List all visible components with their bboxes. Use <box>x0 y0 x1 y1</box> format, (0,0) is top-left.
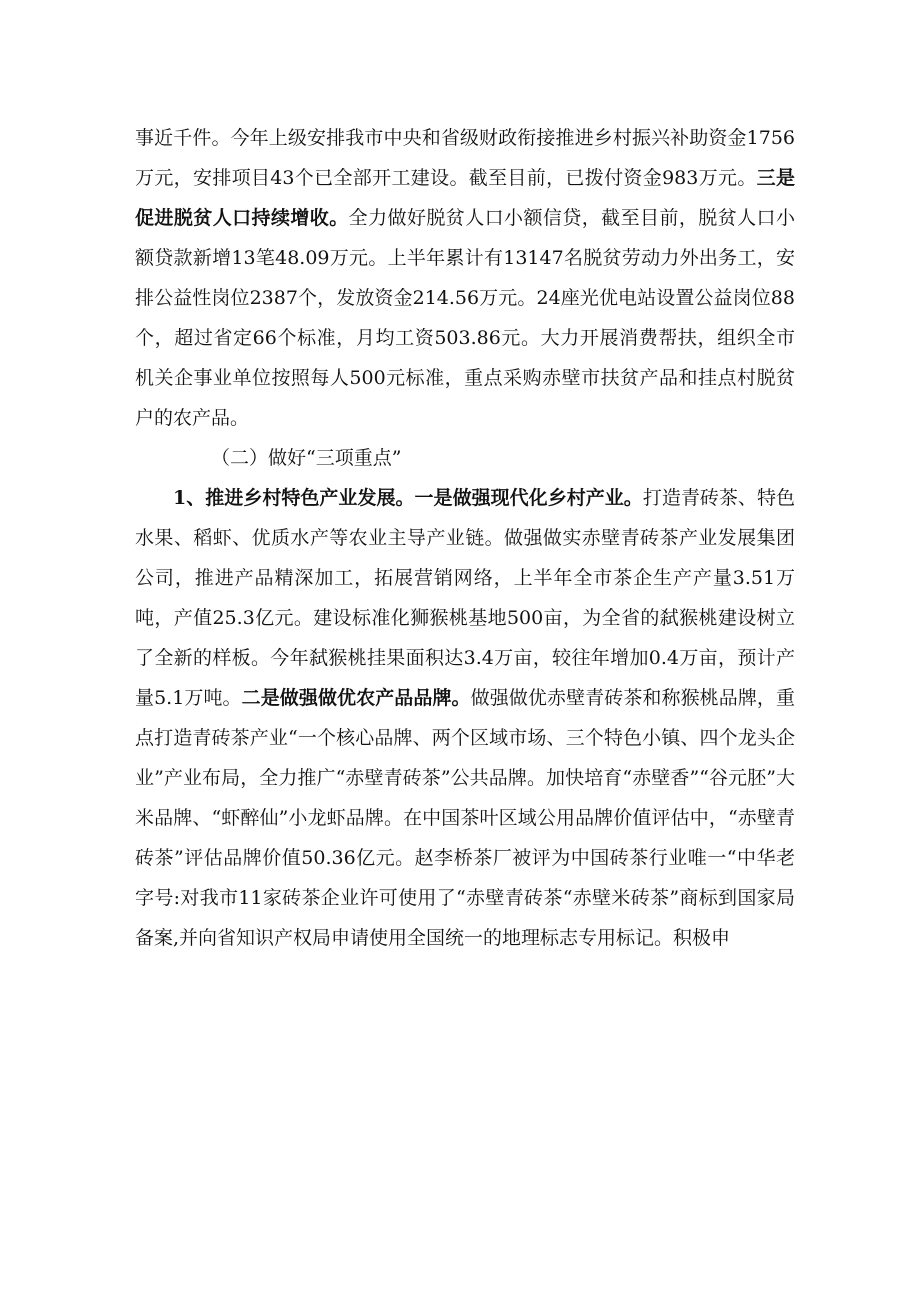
paragraph-text: 事近千件。今年上级安排我市中央和省级财政衔接推进乡村振兴补助资金1756万元，安排项目43个已全部开工建设。截至目前，已拨付资金983万元。 <box>135 127 795 189</box>
document-body <box>135 118 795 958</box>
section-heading: （二）做好“三项重点” <box>211 447 402 469</box>
paragraph-poverty-income <box>135 118 795 438</box>
bold-subheading: 二是做强做优农产品品牌。 <box>241 687 471 709</box>
paragraph-text: 做强做优赤壁青砖茶和称猴桃品牌，重点打造青砖茶产业“一个核心品牌、两个区域市场、三个特色小镇、四个龙头企业”产业布局，全力推广“赤壁青砖茶”公共品牌。加快培育“赤壁香”“谷元胚”大米品牌、“虾醉仙”小龙虾品牌。在中国茶叶区域公用品牌价值评估中，“赤壁青砖茶”评估品牌价值50.36亿元。赵李桥茶厂被评为中国砖茶行业唯一“中华老字号:对我市11家砖茶企业许可使用了“赤壁青砖茶“赤壁米砖茶”商标到国家局备案,并向省知识产权局申请使用全国统一的地理标志专用标记。积极申 <box>135 687 795 949</box>
bold-subheading: 三是促进脱贫人口持续增收。 <box>135 167 795 229</box>
paragraph-industry-development <box>135 478 795 958</box>
bold-subheading: 1、推进乡村特色产业发展。一是做强现代化乡村产业。 <box>173 487 643 509</box>
paragraph-text: 打造青砖茶、特色水果、稻虾、优质水产等农业主导产业链。做强做实赤壁青砖茶产业发展集团公司，推进产品精深加工，拓展营销网络，上半年全市茶企生产产量3.51万吨，产值25.3亿元。建设标准化狮猴桃基地500亩，为全省的弑猴桃建设树立了全新的样板。今年弑猴桃挂果面积达3.4万亩，较往年增加0.4万亩，预计产量5.1万吨。 <box>135 487 795 709</box>
paragraph-text: 全力做好脱贫人口小额信贷，截至目前，脱贫人口小额贷款新增13笔48.09万元。上半年累计有13147名脱贫劳动力外出务工，安排公益性岗位2387个，发放资金214.56万元。24座光优电站设置公益岗位88个，超过省定66个标准，月均工资503.86元。大力开展消费帮扶，组织全市机关企事业单位按照每人500元标准，重点采购赤壁市扶贫产品和挂点村脱贫户的农产品。 <box>135 207 795 429</box>
